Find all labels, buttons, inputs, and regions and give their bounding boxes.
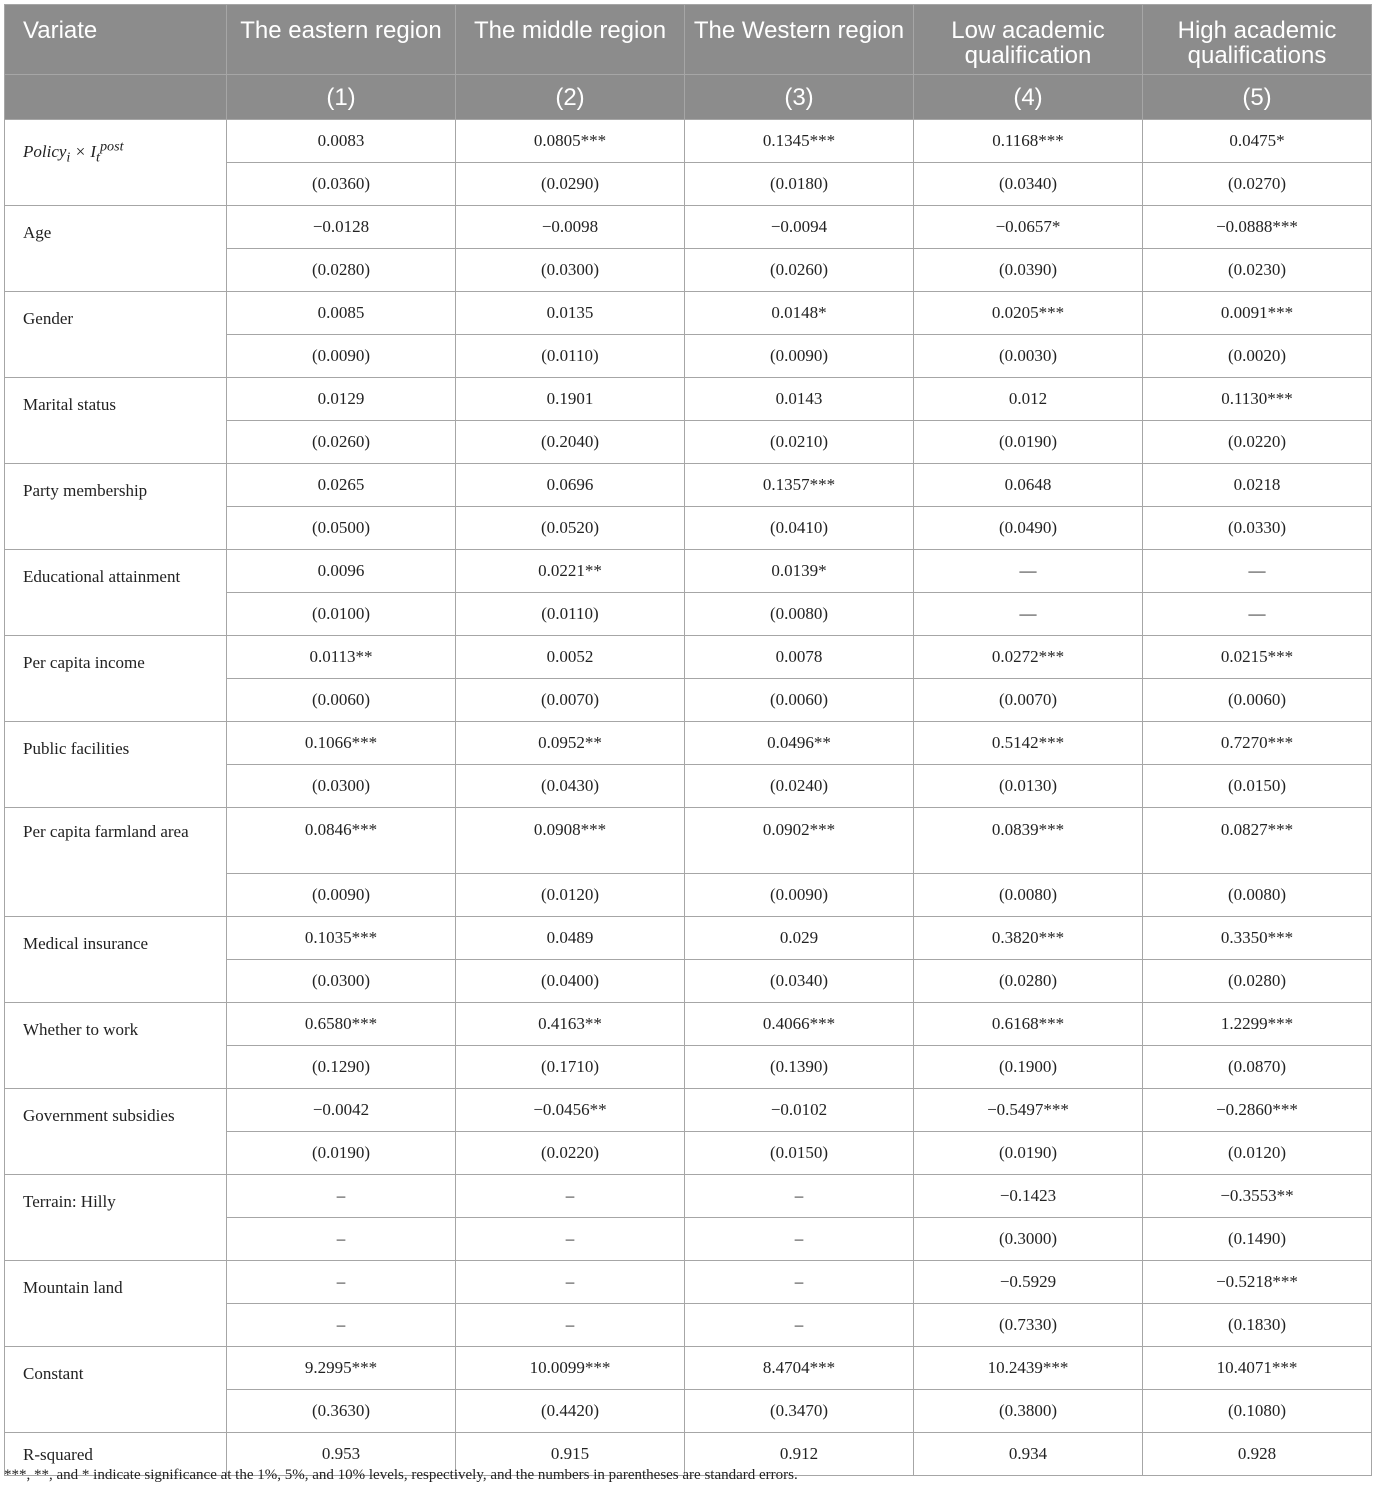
coef-cell: 0.0805*** [456, 120, 685, 163]
se-cell: (0.0280) [1143, 960, 1372, 1003]
row-label: Gender [5, 292, 227, 378]
coef-cell: 0.0215*** [1143, 636, 1372, 679]
se-cell: (0.2040) [456, 421, 685, 464]
se-cell: — [914, 593, 1143, 636]
coef-cell: −0.0657* [914, 206, 1143, 249]
table-row [5, 1347, 1372, 1390]
coef-cell: 0.012 [914, 378, 1143, 421]
se-cell: (0.0870) [1143, 1046, 1372, 1089]
se-cell: (0.0500) [227, 507, 456, 550]
table-row [5, 808, 1372, 874]
row-label: Per capita income [5, 636, 227, 722]
coef-cell: 0.1130*** [1143, 378, 1372, 421]
table-row [5, 1089, 1372, 1132]
se-cell: (0.0020) [1143, 335, 1372, 378]
header-col-5: High academic qualifications [1143, 5, 1372, 75]
row-label: Age [5, 206, 227, 292]
coef-cell: 0.1066*** [227, 722, 456, 765]
coef-cell: −0.0098 [456, 206, 685, 249]
coef-cell: −0.2860*** [1143, 1089, 1372, 1132]
se-cell: (0.0080) [1143, 874, 1372, 917]
coef-cell: 0.0148* [685, 292, 914, 335]
row-label: Medical insurance [5, 917, 227, 1003]
se-cell: (0.0190) [227, 1132, 456, 1175]
se-cell: – [685, 1304, 914, 1347]
header-variate: Variate [5, 5, 227, 75]
se-cell: (0.0190) [914, 1132, 1143, 1175]
header-col-1: The eastern region [227, 5, 456, 75]
coef-cell: – [685, 1175, 914, 1218]
header-col-4: Low academic qualification [914, 5, 1143, 75]
coef-cell: −0.3553** [1143, 1175, 1372, 1218]
coef-cell: −0.0888*** [1143, 206, 1372, 249]
se-cell: (0.0520) [456, 507, 685, 550]
se-cell: (0.0490) [914, 507, 1143, 550]
se-cell: (0.7330) [914, 1304, 1143, 1347]
header-num-2: (2) [456, 75, 685, 120]
coef-cell: 0.0827*** [1143, 808, 1372, 874]
coef-cell: 0.0475* [1143, 120, 1372, 163]
coef-cell: 0.0096 [227, 550, 456, 593]
regression-table [4, 4, 1372, 1476]
coef-cell: — [1143, 550, 1372, 593]
coef-cell: 0.0952** [456, 722, 685, 765]
coef-cell: 0.6580*** [227, 1003, 456, 1046]
row-label: Whether to work [5, 1003, 227, 1089]
table-header [5, 5, 1372, 120]
se-cell: (0.0260) [685, 249, 914, 292]
coef-cell: 0.5142*** [914, 722, 1143, 765]
se-cell: (0.0190) [914, 421, 1143, 464]
se-cell: — [1143, 593, 1372, 636]
row-label: Constant [5, 1347, 227, 1433]
coef-cell: – [456, 1261, 685, 1304]
se-cell: (0.0210) [685, 421, 914, 464]
se-cell: (0.0260) [227, 421, 456, 464]
se-cell: (0.0120) [456, 874, 685, 917]
coef-cell: 0.3820*** [914, 917, 1143, 960]
header-blank [5, 75, 227, 120]
table-row [5, 378, 1372, 421]
coef-cell: 0.0052 [456, 636, 685, 679]
row-label-policy: Policy$_i$ × $I_t^{post}$ [5, 120, 227, 206]
coef-cell: 0.1357*** [685, 464, 914, 507]
table-row [5, 120, 1372, 163]
coef-cell: 0.0078 [685, 636, 914, 679]
se-cell: (0.3000) [914, 1218, 1143, 1261]
table-row [5, 722, 1372, 765]
table-footnote: ***, **, and * indicate significance at the 1%, 5%, and 10% levels, respectively, and the numbers in parentheses are standard errors. [4, 1467, 798, 1483]
coef-cell: −0.5218*** [1143, 1261, 1372, 1304]
se-cell: (0.0090) [685, 335, 914, 378]
se-cell: (0.0330) [1143, 507, 1372, 550]
row-label: Educational attainment [5, 550, 227, 636]
coef-cell: – [227, 1175, 456, 1218]
se-cell: (0.0100) [227, 593, 456, 636]
se-cell: (0.0280) [227, 249, 456, 292]
se-cell: (0.0290) [456, 163, 685, 206]
se-cell: (0.0240) [685, 765, 914, 808]
se-cell: (0.0180) [685, 163, 914, 206]
coef-cell: 0.0489 [456, 917, 685, 960]
se-cell: (0.3800) [914, 1390, 1143, 1433]
coef-cell: 9.2995*** [227, 1347, 456, 1390]
se-cell: (0.1290) [227, 1046, 456, 1089]
se-cell: (0.3470) [685, 1390, 914, 1433]
coef-cell: 8.4704*** [685, 1347, 914, 1390]
coef-cell: 0.0846*** [227, 808, 456, 874]
se-cell: (0.0430) [456, 765, 685, 808]
row-label: Public facilities [5, 722, 227, 808]
se-cell: (0.0090) [685, 874, 914, 917]
se-cell: (0.0340) [685, 960, 914, 1003]
row-label: Marital status [5, 378, 227, 464]
header-col-2: The middle region [456, 5, 685, 75]
se-cell: – [456, 1304, 685, 1347]
se-cell: (0.0090) [227, 335, 456, 378]
table-row [5, 1003, 1372, 1046]
se-cell: (0.0220) [456, 1132, 685, 1175]
table-row [5, 292, 1372, 335]
se-cell: (0.0070) [456, 679, 685, 722]
se-cell: (0.0080) [685, 593, 914, 636]
r-squared-cell: 0.953 [227, 1433, 456, 1476]
coef-cell: 0.4163** [456, 1003, 685, 1046]
se-cell: (0.1830) [1143, 1304, 1372, 1347]
table-row [5, 550, 1372, 593]
table-row [5, 1175, 1372, 1218]
header-num-5: (5) [1143, 75, 1372, 120]
coef-cell: −0.0102 [685, 1089, 914, 1132]
coef-cell: 0.0085 [227, 292, 456, 335]
coef-cell: 0.0221** [456, 550, 685, 593]
se-cell: (0.0130) [914, 765, 1143, 808]
r-squared-cell: 0.928 [1143, 1433, 1372, 1476]
se-cell: (0.0300) [456, 249, 685, 292]
table-row [5, 1261, 1372, 1304]
se-cell: (0.0150) [685, 1132, 914, 1175]
se-cell: (0.1390) [685, 1046, 914, 1089]
se-cell: (0.1490) [1143, 1218, 1372, 1261]
se-cell: – [456, 1218, 685, 1261]
row-label: Party membership [5, 464, 227, 550]
coef-cell: 0.0908*** [456, 808, 685, 874]
coef-cell: 0.6168*** [914, 1003, 1143, 1046]
coef-cell: −0.0456** [456, 1089, 685, 1132]
coef-cell: −0.0042 [227, 1089, 456, 1132]
se-cell: (0.0150) [1143, 765, 1372, 808]
coef-cell: – [456, 1175, 685, 1218]
coef-cell: −0.1423 [914, 1175, 1143, 1218]
header-num-4: (4) [914, 75, 1143, 120]
se-cell: (0.0060) [1143, 679, 1372, 722]
se-cell: (0.0300) [227, 765, 456, 808]
coef-cell: 0.0139* [685, 550, 914, 593]
coef-cell: 0.0129 [227, 378, 456, 421]
se-cell: (0.0110) [456, 335, 685, 378]
coef-cell: 0.029 [685, 917, 914, 960]
se-cell: (0.0300) [227, 960, 456, 1003]
coef-cell: 0.4066*** [685, 1003, 914, 1046]
coef-cell: – [685, 1261, 914, 1304]
coef-cell: — [914, 550, 1143, 593]
coef-cell: 0.1035*** [227, 917, 456, 960]
coef-cell: 0.1168*** [914, 120, 1143, 163]
se-cell: (0.0030) [914, 335, 1143, 378]
coef-cell: 10.4071*** [1143, 1347, 1372, 1390]
se-cell: – [227, 1218, 456, 1261]
se-cell: (0.3630) [227, 1390, 456, 1433]
r-squared-cell: 0.912 [685, 1433, 914, 1476]
se-cell: (0.0220) [1143, 421, 1372, 464]
se-cell: (0.4420) [456, 1390, 685, 1433]
coef-cell: 0.0272*** [914, 636, 1143, 679]
se-cell: (0.0390) [914, 249, 1143, 292]
se-cell: (0.0080) [914, 874, 1143, 917]
se-cell: (0.0090) [227, 874, 456, 917]
coef-cell: 0.1345*** [685, 120, 914, 163]
coef-cell: −0.5497*** [914, 1089, 1143, 1132]
row-label: Terrain: Hilly [5, 1175, 227, 1261]
se-cell: (0.0060) [227, 679, 456, 722]
coef-cell: −0.5929 [914, 1261, 1143, 1304]
se-cell: – [685, 1218, 914, 1261]
row-label: Per capita farmland area [5, 808, 227, 917]
coef-cell: 0.0091*** [1143, 292, 1372, 335]
header-num-3: (3) [685, 75, 914, 120]
coef-cell: 0.0902*** [685, 808, 914, 874]
table-row [5, 636, 1372, 679]
se-cell: – [227, 1304, 456, 1347]
se-cell: (0.0110) [456, 593, 685, 636]
coef-cell: 0.0083 [227, 120, 456, 163]
coef-cell: 1.2299*** [1143, 1003, 1372, 1046]
row-label-r-squared: R-squared [5, 1433, 227, 1476]
coef-cell: 0.1901 [456, 378, 685, 421]
row-label: Government subsidies [5, 1089, 227, 1175]
coef-cell: 0.0205*** [914, 292, 1143, 335]
coef-cell: 0.0648 [914, 464, 1143, 507]
coef-cell: −0.0094 [685, 206, 914, 249]
coef-cell: 10.0099*** [456, 1347, 685, 1390]
se-cell: (0.0360) [227, 163, 456, 206]
table-row [5, 917, 1372, 960]
coef-cell: 10.2439*** [914, 1347, 1143, 1390]
r-squared-cell: 0.915 [456, 1433, 685, 1476]
se-cell: (0.0060) [685, 679, 914, 722]
se-cell: (0.0410) [685, 507, 914, 550]
coef-cell: – [227, 1261, 456, 1304]
coef-cell: 0.0265 [227, 464, 456, 507]
se-cell: (0.0120) [1143, 1132, 1372, 1175]
se-cell: (0.1080) [1143, 1390, 1372, 1433]
se-cell: (0.0270) [1143, 163, 1372, 206]
se-cell: (0.0070) [914, 679, 1143, 722]
coef-cell: 0.0218 [1143, 464, 1372, 507]
coef-cell: 0.0696 [456, 464, 685, 507]
se-cell: (0.1900) [914, 1046, 1143, 1089]
se-cell: (0.0280) [914, 960, 1143, 1003]
coef-cell: 0.0135 [456, 292, 685, 335]
coef-cell: 0.0839*** [914, 808, 1143, 874]
table-body [5, 120, 1372, 1476]
se-cell: (0.0230) [1143, 249, 1372, 292]
se-cell: (0.0340) [914, 163, 1143, 206]
coef-cell: −0.0128 [227, 206, 456, 249]
header-col-3: The Western region [685, 5, 914, 75]
coef-cell: 0.0113** [227, 636, 456, 679]
se-cell: (0.1710) [456, 1046, 685, 1089]
table-row [5, 464, 1372, 507]
r-squared-cell: 0.934 [914, 1433, 1143, 1476]
coef-cell: 0.0496** [685, 722, 914, 765]
coef-cell: 0.7270*** [1143, 722, 1372, 765]
table-row [5, 206, 1372, 249]
header-num-1: (1) [227, 75, 456, 120]
se-cell: (0.0400) [456, 960, 685, 1003]
coef-cell: 0.0143 [685, 378, 914, 421]
row-label: Mountain land [5, 1261, 227, 1347]
coef-cell: 0.3350*** [1143, 917, 1372, 960]
